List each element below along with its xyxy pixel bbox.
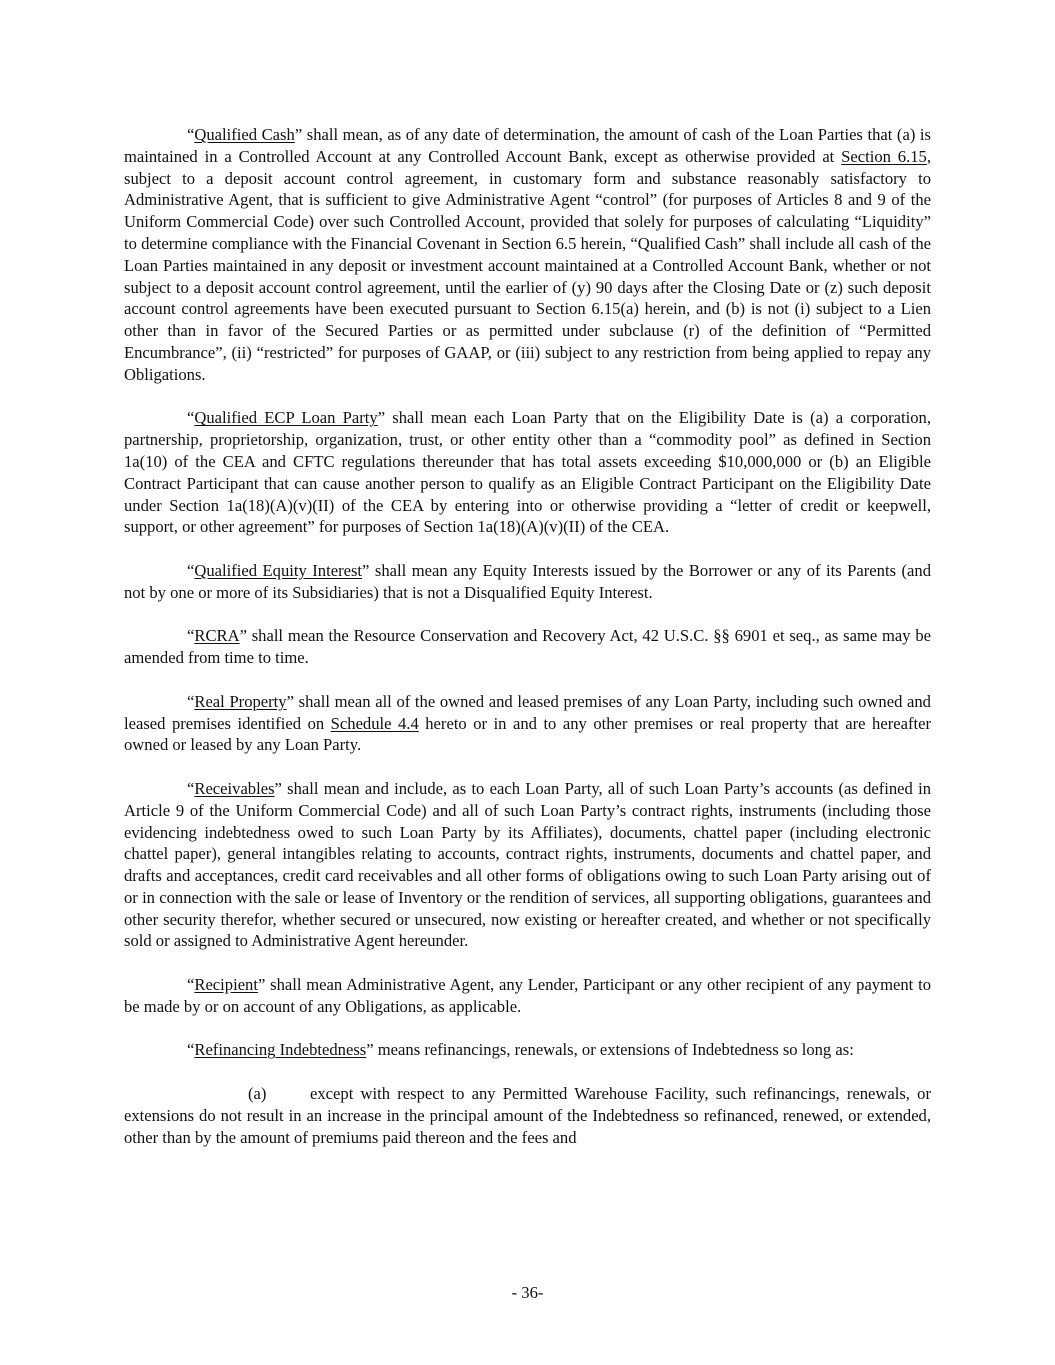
- subclause-label: (a): [248, 1084, 267, 1104]
- defined-term: RCRA: [194, 626, 240, 646]
- definition-refinancing-indebtedness: “Refinancing Indebtedness” means refinancings, renewals, or extensions of Indebtedness so long as:: [187, 1040, 854, 1060]
- definition-qualified-cash: “Qualified Cash” shall mean, as of any date of determination, the amount of cash of the Loan Parties that (a) is maintained in a Controlled Account at any Controlled Account Bank, except as otherwise provided at Section 6.15, subject to a deposit account control agreement, in customary form and substance reasonably satisfactory to Administrative Agent, that is sufficient to give Administrative Agent “control” (for purposes of Articles 8 and 9 of the Uniform Commercial Code) over such Controlled Account, provided that solely for purposes of calculating “Liquidity” to determine compliance with the Financial Covenant in Section 6.5 herein, “Qualified Cash” shall include all cash of the Loan Parties maintained in any deposit or investment account maintained at a Controlled Account Bank, whether or not subject to a deposit account control agreement, until the earlier of (y) 90 days after the Closing Date or (z) such deposit account control agreements have been executed pursuant to Section 6.15(a) herein, and (b) is not (i) subject to a Lien other than in favor of the Secured Parties or as permitted under subclause (r) of the definition of “Permitted Encumbrance”, (ii) “restricted” for purposes of GAAP, or (iii) subject to any restriction from being applied to repay any Obligations.: [124, 125, 932, 384]
- definition-real-property: “Real Property” shall mean all of the owned and leased premises of any Loan Party, including such owned and leased premises identified on Schedule 4.4 hereto or in and to any other premises or real property that are hereafter owned or leased by any Loan Party.: [124, 691, 931, 755]
- defined-term: Real Property: [194, 691, 287, 711]
- definition-qualified-ecp-loan-party: “Qualified ECP Loan Party” shall mean each Loan Party that on the Eligibility Date is (a) a corporation, partnership, proprietorship, organization, trust, or other entity other than a “commodity pool” as defined in Section 1a(10) of the CEA and CFTC regulations thereunder that has total assets exceeding $10,000,000 or (b) an Eligible Contract Participant that can cause another person to qualify as an Eligible Contract Participant on the Eligibility Date under Section 1a(18)(A)(v)(II) of the CEA by entering into or otherwise providing a “letter of credit or keepwell, support, or other agreement” for purposes of Section 1a(18)(A)(v)(II) of the CEA.: [124, 408, 931, 537]
- defined-term: Receivables: [194, 778, 275, 798]
- document-page: [124, 124, 931, 1148]
- definition-receivables: “Receivables” shall mean and include, as to each Loan Party, all of such Loan Party’s accounts (as defined in Article 9 of the Uniform Commercial Code) and all of such Loan Party’s contract rights, instruments (including those evidencing indebtedness owed to such Loan Party by its Affiliates), documents, chattel paper (including electronic chattel paper), general intangibles relating to accounts, contract rights, instruments, documents and chattel paper, and drafts and acceptances, credit card receivables and all other forms of obligations owing to such Loan Party arising out of or in connection with the sale or lease of Inventory or the rendition of services, all supporting obligations, guarantees and other security therefor, whether secured or unsecured, now existing or hereafter created, and whether or not specifically sold or assigned to Administrative Agent hereunder.: [124, 778, 931, 951]
- defined-term: Recipient: [194, 975, 258, 995]
- subclause-a: [124, 1083, 931, 1148]
- defined-term: Qualified Equity Interest: [194, 560, 363, 580]
- subclause-text: except with respect to any Permitted Warehouse Facility, such refinancings, renewals, or extensions do not result in an increase in the principal amount of the Indebtedness so refinanced, renewed, or extended, other than by the amount of premiums paid thereon and the fees and: [124, 1084, 931, 1147]
- schedule-reference: Schedule 4.4: [330, 713, 419, 733]
- defined-term: Qualified ECP Loan Party: [194, 408, 378, 428]
- definition-recipient: “Recipient” shall mean Administrative Agent, any Lender, Participant or any other recipient of any payment to be made by or on account of any Obligations, as applicable.: [124, 975, 931, 1016]
- definition-rcra: “RCRA” shall mean the Resource Conservation and Recovery Act, 42 U.S.C. §§ 6901 et seq., as same may be amended from time to time.: [124, 626, 931, 668]
- definition-qualified-equity-interest: “Qualified Equity Interest” shall mean any Equity Interests issued by the Borrower or any of its Parents (and not by one or more of its Subsidiaries) that is not a Disqualified Equity Interest.: [124, 560, 932, 602]
- section-reference: Section 6.15: [841, 146, 927, 166]
- page-number: - 36-: [511, 1283, 544, 1302]
- defined-term: Qualified Cash: [194, 125, 295, 144]
- defined-term: Refinancing Indebtedness: [194, 1040, 367, 1060]
